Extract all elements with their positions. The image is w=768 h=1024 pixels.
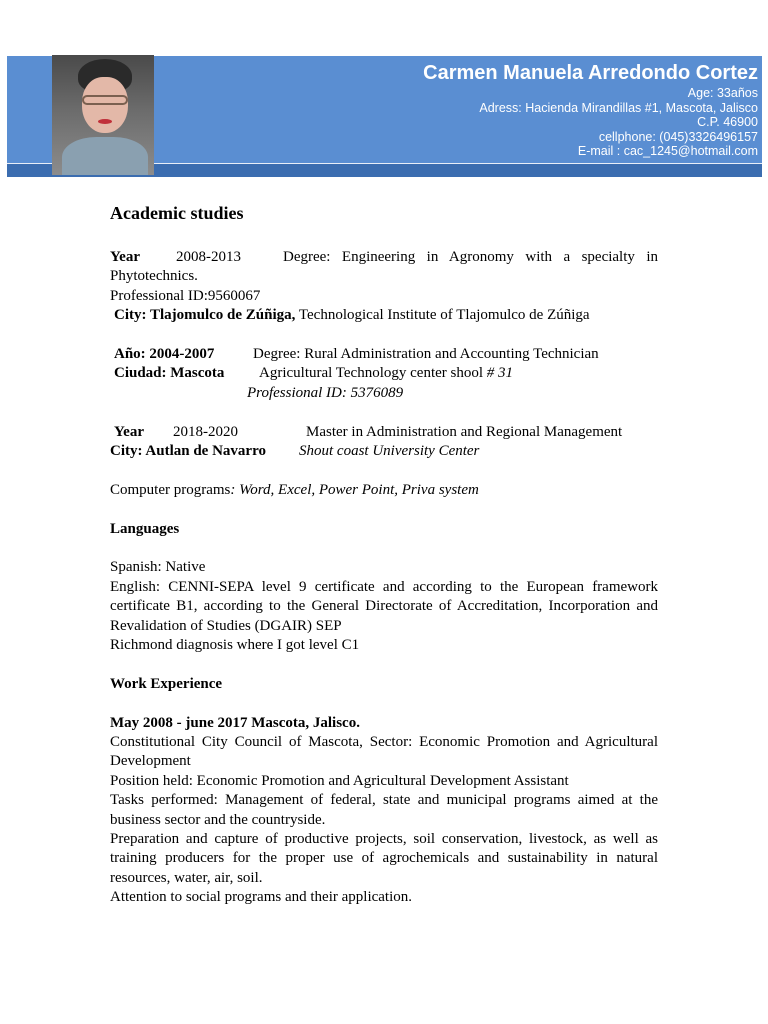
year-value: 2008-2013 bbox=[176, 249, 241, 265]
city-label: City: Autlan de Navarro bbox=[110, 443, 266, 460]
work-period: May 2008 - june 2017 Mascota, Jalisco. bbox=[110, 714, 360, 731]
work-attention: Attention to social programs and their application. bbox=[110, 889, 413, 906]
work-employer: Constitutional City Council of Mascota, Sector: Economic Promotion and Agricultural Development bbox=[110, 734, 658, 770]
city-label: City: Tlajomulco de Zúñiga, bbox=[114, 307, 296, 324]
address: Adress: Hacienda Mirandillas #1, Mascota, Jalisco bbox=[479, 100, 758, 115]
degree: Master in Administration and Regional Management bbox=[306, 423, 623, 440]
city-label: Ciudad: Mascota bbox=[114, 365, 225, 382]
language-english: English: CENNI-SEPA level 9 certificate and according to the European framework certificate B1, according to the General Directorate of Accreditation, Incorporation and Revalidation of Studies (DGAIR) SEP bbox=[110, 578, 658, 634]
profile-photo bbox=[52, 55, 154, 175]
year-label: Year bbox=[110, 249, 140, 265]
academic-entry-1 bbox=[110, 248, 658, 287]
year-label: Year bbox=[114, 423, 144, 440]
email: E-mail : cac_1245@hotmail.com bbox=[577, 144, 758, 158]
resume-body bbox=[110, 200, 658, 908]
city-line-1 bbox=[110, 306, 658, 325]
work-heading: Work Experience bbox=[110, 675, 223, 692]
professional-id-2: Professional ID: 5376089 bbox=[247, 384, 404, 401]
work-position: Position held: Economic Promotion and Agricultural Development Assistant bbox=[110, 772, 569, 789]
academic-heading: Academic studies bbox=[110, 203, 244, 223]
institution: Shout coast University Center bbox=[299, 443, 480, 460]
year-label: Año: 2004-2007 bbox=[114, 346, 215, 363]
computer-colon: : bbox=[230, 481, 236, 498]
age: Age: 33años bbox=[687, 86, 758, 100]
computer-label: Computer programs bbox=[110, 481, 231, 498]
work-preparation: Preparation and capture of productive projects, soil conservation, livestock, as well as training producers for the proper use of agrochemicals and sustainability in natural resources, water, air, soil. bbox=[110, 831, 658, 886]
year-value: 2018-2020 bbox=[173, 423, 238, 440]
city-line-3 bbox=[110, 442, 658, 461]
language-spanish: Spanish: Native bbox=[110, 559, 206, 576]
work-tasks: Tasks performed: Management of federal, state and municipal programs aimed at the business sector and the countryside. bbox=[110, 792, 658, 828]
computer-programs bbox=[110, 481, 658, 500]
languages-heading: Languages bbox=[110, 520, 180, 537]
contact-block bbox=[423, 60, 758, 159]
degree: Degree: Rural Administration and Accounting Technician bbox=[253, 346, 599, 363]
person-name: Carmen Manuela Arredondo Cortez bbox=[423, 62, 758, 84]
postal-code: C.P. 46900 bbox=[697, 115, 758, 129]
city-line-2 bbox=[110, 364, 658, 383]
institution-number: # 31 bbox=[486, 365, 514, 382]
professional-id: Professional ID:9560067 bbox=[110, 287, 261, 304]
academic-entry-2 bbox=[110, 345, 658, 364]
institution: Technological Institute of Tlajomulco de Zúñiga bbox=[298, 307, 590, 324]
language-richmond: Richmond diagnosis where I got level C1 bbox=[110, 637, 360, 654]
institution: Agricultural Technology center shool bbox=[259, 365, 484, 382]
cellphone: cellphone: (045)3326496157 bbox=[598, 129, 758, 144]
computer-list: Word, Excel, Power Point, Priva system bbox=[239, 481, 479, 498]
degree: Degree: Engineering in Agronomy with a specialty in Phytotechnics. bbox=[110, 249, 658, 285]
academic-entry-3 bbox=[110, 423, 658, 442]
